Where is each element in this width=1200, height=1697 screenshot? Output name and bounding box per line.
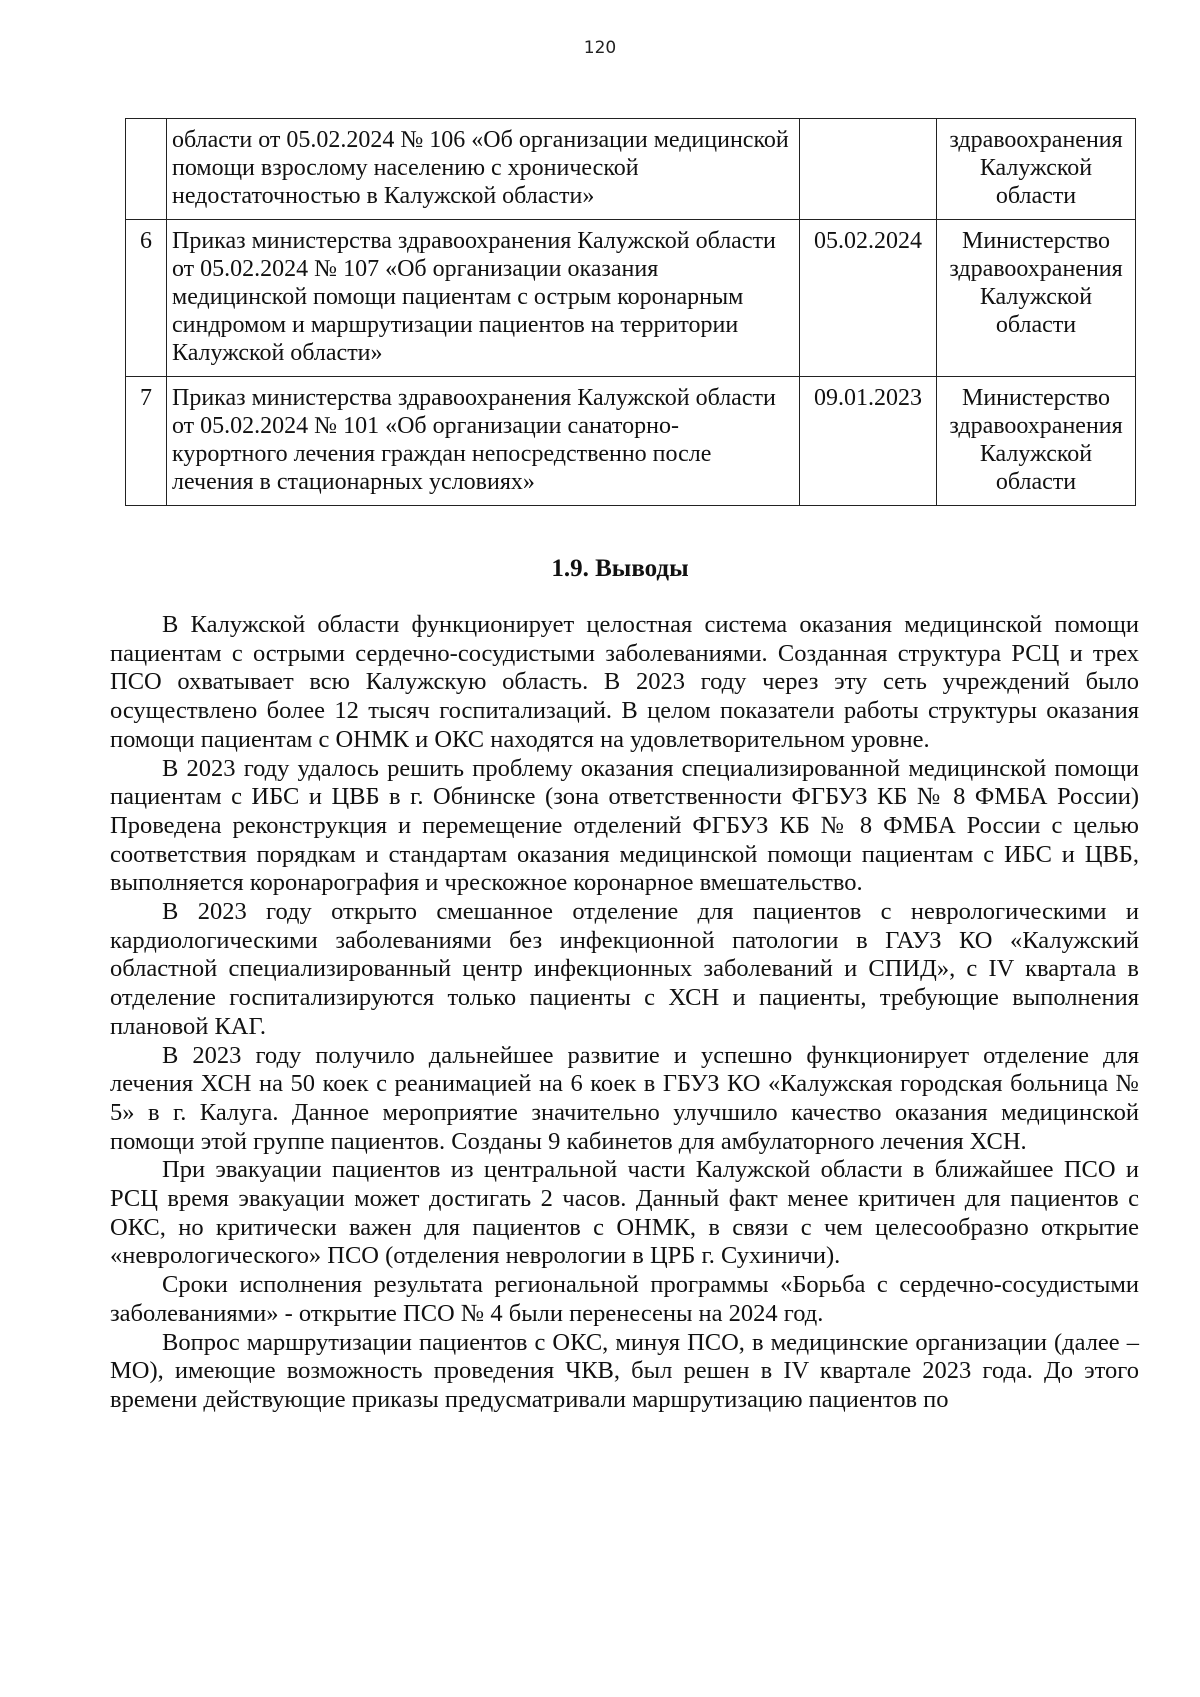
document-name: Приказ министерства здравоохранения Калужской области от 05.02.2024 № 107 «Об организации оказания медицинской помощи пациентам с острым коронарным синдромом и маршрутизации пациентов на территории Калужской области»	[167, 220, 800, 377]
paragraph: При эвакуации пациентов из центральной части Калужской области в ближайшее ПСО и РСЦ время эвакуации может достигать 2 часов. Данный факт менее критичен для пациентов с ОКС, но критически важен для пациентов с ОНМК, в связи с чем целесообразно открытие «неврологического» ПСО (отделения неврологии в ЦРБ г. Сухиничи).	[110, 1156, 1139, 1270]
page-number: 120	[583, 38, 617, 58]
document-date	[800, 119, 937, 220]
document-date: 09.01.2023	[800, 377, 937, 506]
row-number	[126, 119, 167, 220]
document-name: области от 05.02.2024 № 106 «Об организации медицинской помощи взрослому населению с хронической недостаточностью в Калужской области»	[167, 119, 800, 220]
paragraph: В Калужской области функционирует целостная система оказания медицинской помощи пациентам с острыми сердечно-сосудистыми заболеваниями. Созданная структура РСЦ и трех ПСО охватывает всю Калужскую область. В 2023 году через эту сеть учреждений было осуществлено более 12 тысяч госпитализаций. В целом показатели работы структуры оказания помощи пациентам с ОНМК и ОКС находятся на удовлетворительном уровне.	[110, 611, 1139, 753]
regulations-table	[125, 118, 1136, 506]
document-date: 05.02.2024	[800, 220, 937, 377]
issuing-organization: здравоохранения Калужской области	[937, 119, 1136, 220]
issuing-organization: Министерство здравоохранения Калужской области	[937, 377, 1136, 506]
paragraph: Сроки исполнения результата региональной программы «Борьба с сердечно-сосудистыми заболеваниями» - открытие ПСО № 4 были перенесены на 2024 год.	[110, 1271, 1139, 1327]
row-number: 6	[126, 220, 167, 377]
paragraph: В 2023 году открыто смешанное отделение для пациентов с неврологическими и кардиологическими заболеваниями без инфекционной патологии в ГАУЗ КО «Калужский областной специализированный центр инфекционных заболеваний и СПИД», с IV квартала в отделение госпитализируются только пациенты с ХСН и пациенты, требующие выполнения плановой КАГ.	[110, 898, 1139, 1040]
document-name: Приказ министерства здравоохранения Калужской области от 05.02.2024 № 101 «Об организации санаторно-курортного лечения граждан непосредственно после лечения в стационарных условиях»	[167, 377, 800, 506]
paragraph: В 2023 году получило дальнейшее развитие и успешно функционирует отделение для лечения ХСН на 50 коек с реанимацией на 6 коек в ГБУЗ КО «Калужская городская больница № 5» в г. Калуга. Данное мероприятие значительно улучшило качество оказания медицинской помощи этой группе пациентов. Созданы 9 кабинетов для амбулаторного лечения ХСН.	[110, 1041, 1139, 1155]
section-title: 1.9. Выводы	[551, 555, 689, 582]
paragraph: Вопрос маршрутизации пациентов с ОКС, минуя ПСО, в медицинские организации (далее – МО), имеющие возможность проведения ЧКВ, был решен в IV квартале 2023 года. До этого времени действующие приказы предусматривали маршрутизацию пациентов по	[110, 1328, 1139, 1413]
section-body	[110, 611, 1139, 1415]
table-row	[126, 377, 1136, 506]
paragraph: В 2023 году удалось решить проблему оказания специализированной медицинской помощи пациентам с ИБС и ЦВБ в г. Обнинске (зона ответственности ФГБУЗ КБ № 8 ФМБА России) Проведена реконструкция и перемещение отделений ФГБУЗ КБ № 8 ФМБА России с целью соответствия порядкам и стандартам оказания медицинской помощи пациентам с ИБС и ЦВБ, выполняется коронарография и чрескожное коронарное вмешательство.	[110, 754, 1139, 897]
table-row	[126, 119, 1136, 220]
issuing-organization: Министерство здравоохранения Калужской области	[937, 220, 1136, 377]
row-number: 7	[126, 377, 167, 506]
table-row	[126, 220, 1136, 377]
